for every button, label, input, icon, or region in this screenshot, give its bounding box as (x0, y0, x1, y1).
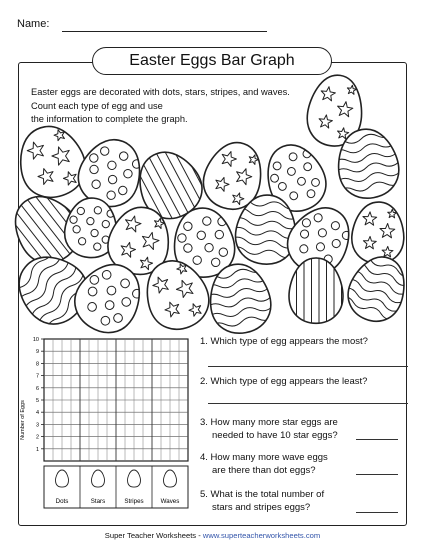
answer-line[interactable] (208, 403, 408, 404)
footer (0, 531, 425, 540)
waves-egg (336, 246, 425, 334)
category-egg-icon (128, 470, 141, 487)
question-text: 4. How many more wave eggs (200, 452, 328, 463)
y-tick-label: 1 (35, 446, 39, 453)
bar-graph-grid[interactable] (0, 0, 200, 520)
question-4 (200, 451, 328, 477)
y-tick-label: 3 (35, 422, 39, 429)
question-5 (200, 488, 324, 514)
category-egg-icon (92, 470, 105, 487)
question-text: 2. Which type of egg appears the least? (200, 376, 368, 387)
question-text: 5. What is the total number of (200, 489, 325, 500)
category-egg-icon (56, 470, 69, 487)
category-label: Stars (90, 498, 106, 505)
y-tick-label: 6 (35, 385, 39, 392)
footer-url[interactable]: www.superteacherworksheets.com (202, 531, 321, 540)
footer-brand: Super Teacher Worksheets (104, 531, 197, 540)
y-tick-label: 7 (35, 373, 39, 380)
question-text: stars and stripes eggs? (212, 502, 311, 513)
worksheet-title-text: Easter Eggs Bar Graph (129, 52, 295, 69)
intro-line: Count each type of egg and use (31, 100, 163, 111)
question-1 (200, 335, 368, 348)
intro-line: the information to complete the graph. (31, 114, 188, 124)
footer-separator: - (196, 531, 203, 540)
y-axis-label: Number of Eggs (20, 400, 26, 440)
y-tick-label: 2 (35, 434, 39, 441)
y-tick-label: 10 (32, 337, 39, 343)
answer-line[interactable] (356, 439, 398, 440)
y-tick-label: 8 (35, 361, 39, 368)
y-tick-label: 9 (35, 349, 39, 356)
question-text: 1. Which type of egg appears the most? (200, 336, 368, 347)
name-label: Name: (17, 18, 50, 30)
question-3 (200, 416, 338, 442)
y-tick-label: 4 (35, 410, 39, 417)
intro-line: Easter eggs are decorated with dots, stars, stripes, and waves. (31, 87, 290, 97)
category-label: Stripes (124, 498, 144, 505)
category-label: Waves (160, 498, 180, 505)
category-label: Dots (55, 498, 69, 505)
y-tick-label: 5 (35, 398, 39, 404)
answer-line[interactable] (356, 512, 398, 513)
question-text: 3. How many more star eggs are (200, 417, 338, 428)
stars-egg (350, 201, 405, 265)
answer-line[interactable] (356, 474, 398, 475)
question-text: needed to have 10 star eggs? (212, 430, 338, 441)
answer-line[interactable] (208, 366, 408, 367)
question-text: are there than dot eggs? (212, 465, 316, 476)
question-2 (200, 375, 367, 388)
category-egg-icon (164, 470, 177, 487)
